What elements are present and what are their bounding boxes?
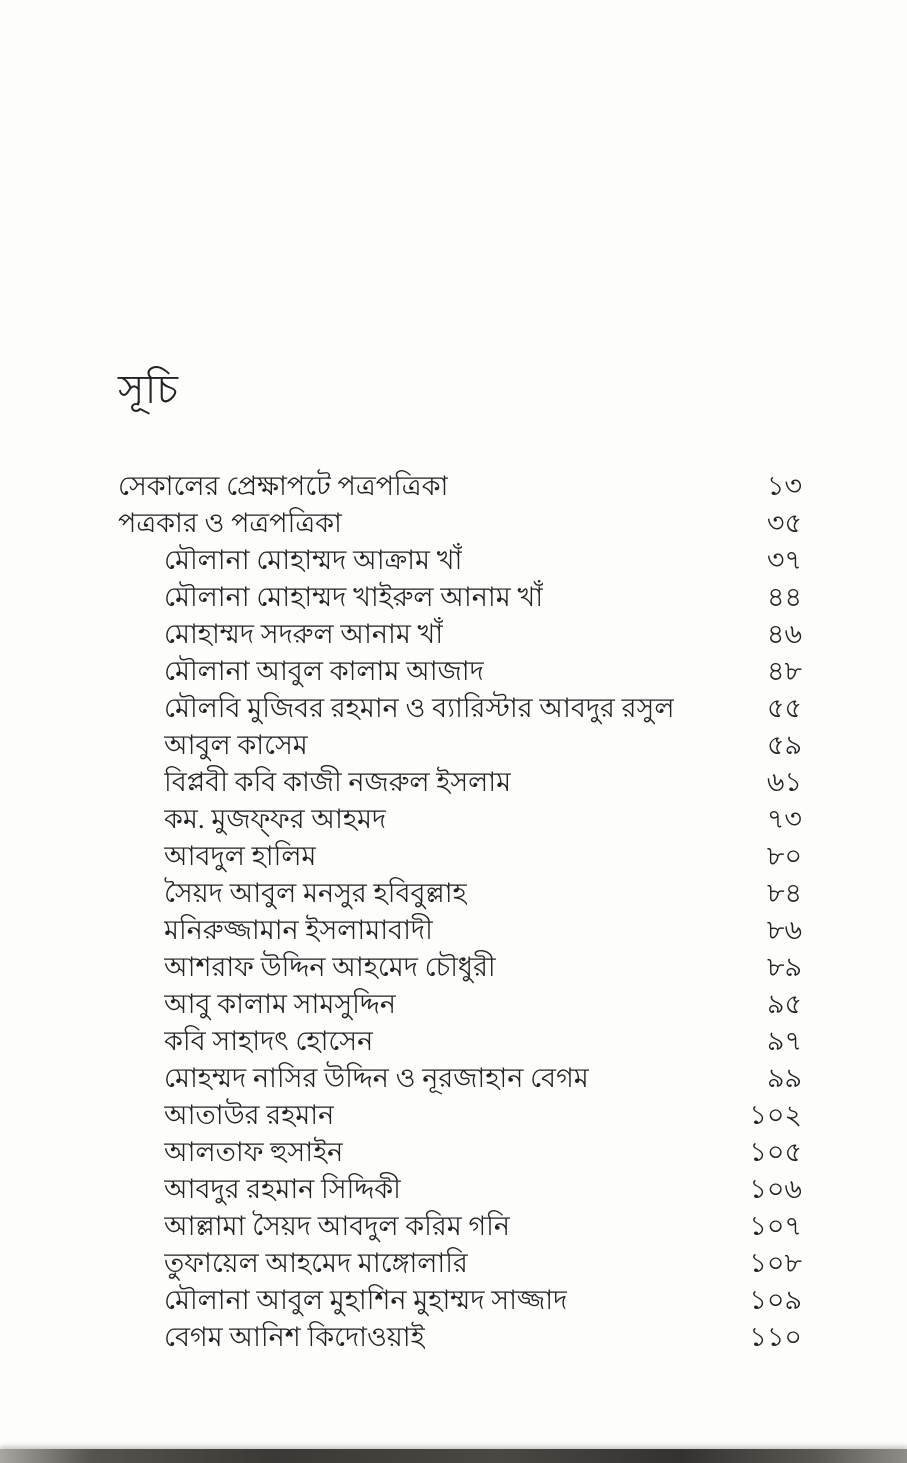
toc-entry [118,1060,802,1097]
toc-entry-title: আবু কালাম সামসুদ্দিন [164,989,396,1019]
toc-entry-title: মৌলানা আবুল মুহাশিন মুহাম্মদ সাজ্জাদ [164,1285,568,1315]
toc-entry-page-number: ৫৯ [766,730,802,760]
toc-entry [118,468,802,505]
toc-entry [118,542,802,579]
toc-entry-page-number: ৬১ [766,767,802,797]
toc-entry-page-number: ১০৬ [749,1174,802,1204]
toc-entry-title: বিপ্লবী কবি কাজী নজরুল ইসলাম [164,767,512,797]
toc-entry-page-number: ৯৫ [766,989,802,1019]
toc-entry [118,579,802,616]
toc-entry-page-number: ৩৭ [766,545,802,575]
toc-entry [118,875,802,912]
toc-entry-title: মৌলানা মোহাম্মদ খাইরুল আনাম খাঁ [164,582,544,612]
page-bottom-scan-shadow [0,1449,907,1463]
toc-entry-title: আল্লামা সৈয়দ আবদুল করিম গনি [164,1211,511,1241]
toc-entry-title: মোহাম্মদ সদরুল আনাম খাঁ [164,619,444,649]
page-title: সূচি [118,367,179,412]
toc-entry [118,912,802,949]
toc-entry-page-number: ৮৪ [766,878,802,908]
toc-entry-page-number: ৭৩ [766,804,802,834]
toc-entry-page-number: ৮৬ [766,915,802,945]
toc-entry-page-number: ১০৯ [749,1285,802,1315]
toc-entry-title: কম. মুজফ্ফর আহমদ [164,804,387,834]
toc-entry [118,505,802,542]
toc-entry [118,1282,802,1319]
toc-entry-title: তুফায়েল আহমেদ মাঙ্গোলারি [164,1248,468,1278]
toc-entry-page-number: ৩৫ [766,508,802,538]
toc-entry [118,1245,802,1282]
toc-entry-page-number: ৪৮ [766,656,802,686]
toc-entry-page-number: ১১০ [749,1322,802,1352]
toc-entry-page-number: ১০৭ [749,1211,802,1241]
toc-entry [118,838,802,875]
toc-entry-page-number: ১০৮ [749,1248,802,1278]
toc-entry-title: সৈয়দ আবুল মনসুর হবিবুল্লাহ [164,878,467,908]
toc-entry-page-number: ১০৫ [749,1137,802,1167]
toc-entry-page-number: ৮৯ [766,952,802,982]
toc-entry-title: আলতাফ হুসাইন [164,1137,344,1167]
toc-entry [118,801,802,838]
toc-entry-page-number: ৯৭ [766,1026,802,1056]
toc-entry [118,1023,802,1060]
toc-entry-title: কবি সাহাদৎ হোসেন [164,1026,374,1056]
toc-entry [118,727,802,764]
toc-entry-title: মনিরুজ্জামান ইসলামাবাদী [164,915,433,945]
toc-entry-title: সেকালের প্রেক্ষাপটে পত্রপত্রিকা [118,471,449,501]
toc-entry-title: মৌলানা আবুল কালাম আজাদ [164,656,484,686]
toc-entry-page-number: ১০২ [749,1100,802,1130]
toc-entry-page-number: ৮০ [766,841,802,871]
toc-entry-title: মৌলানা মোহাম্মদ আক্রাম খাঁ [164,545,463,575]
toc-entry-title: বেগম আনিশ কিদোওয়াই [164,1322,425,1352]
toc-entry-title: আবুল কাসেম [164,730,308,760]
toc-entry-title: মৌলবি মুজিবর রহমান ও ব্যারিস্টার আবদুর রসুল [164,693,675,723]
toc-entry-title: আবদুল হালিম [164,841,317,871]
toc-entry-title: পত্রকার ও পত্রপত্রিকা [118,508,342,538]
toc-entry-page-number: ৯৯ [766,1063,802,1093]
toc-entry [118,949,802,986]
toc-entry-title: আবদুর রহমান সিদ্দিকী [164,1174,401,1204]
toc-entry-page-number: ৪৬ [766,619,802,649]
toc-entry [118,986,802,1023]
toc-entry [118,690,802,727]
toc-entry-page-number: ৫৫ [766,693,802,723]
toc-entry [118,616,802,653]
toc-entry [118,764,802,801]
toc-entry-title: মোহম্মদ নাসির উদ্দিন ও নূরজাহান বেগম [164,1063,589,1093]
toc-entry [118,1097,802,1134]
toc-list [118,468,802,1356]
toc-entry [118,1171,802,1208]
toc-entry-title: আশরাফ উদ্দিন আহমেদ চৌধুরী [164,952,496,982]
toc-entry [118,653,802,690]
toc-entry-page-number: ১৩ [766,471,802,501]
toc-entry [118,1134,802,1171]
toc-entry-page-number: ৪৪ [766,582,802,612]
toc-entry [118,1208,802,1245]
toc-entry [118,1319,802,1356]
toc-entry-title: আতাউর রহমান [164,1100,335,1130]
